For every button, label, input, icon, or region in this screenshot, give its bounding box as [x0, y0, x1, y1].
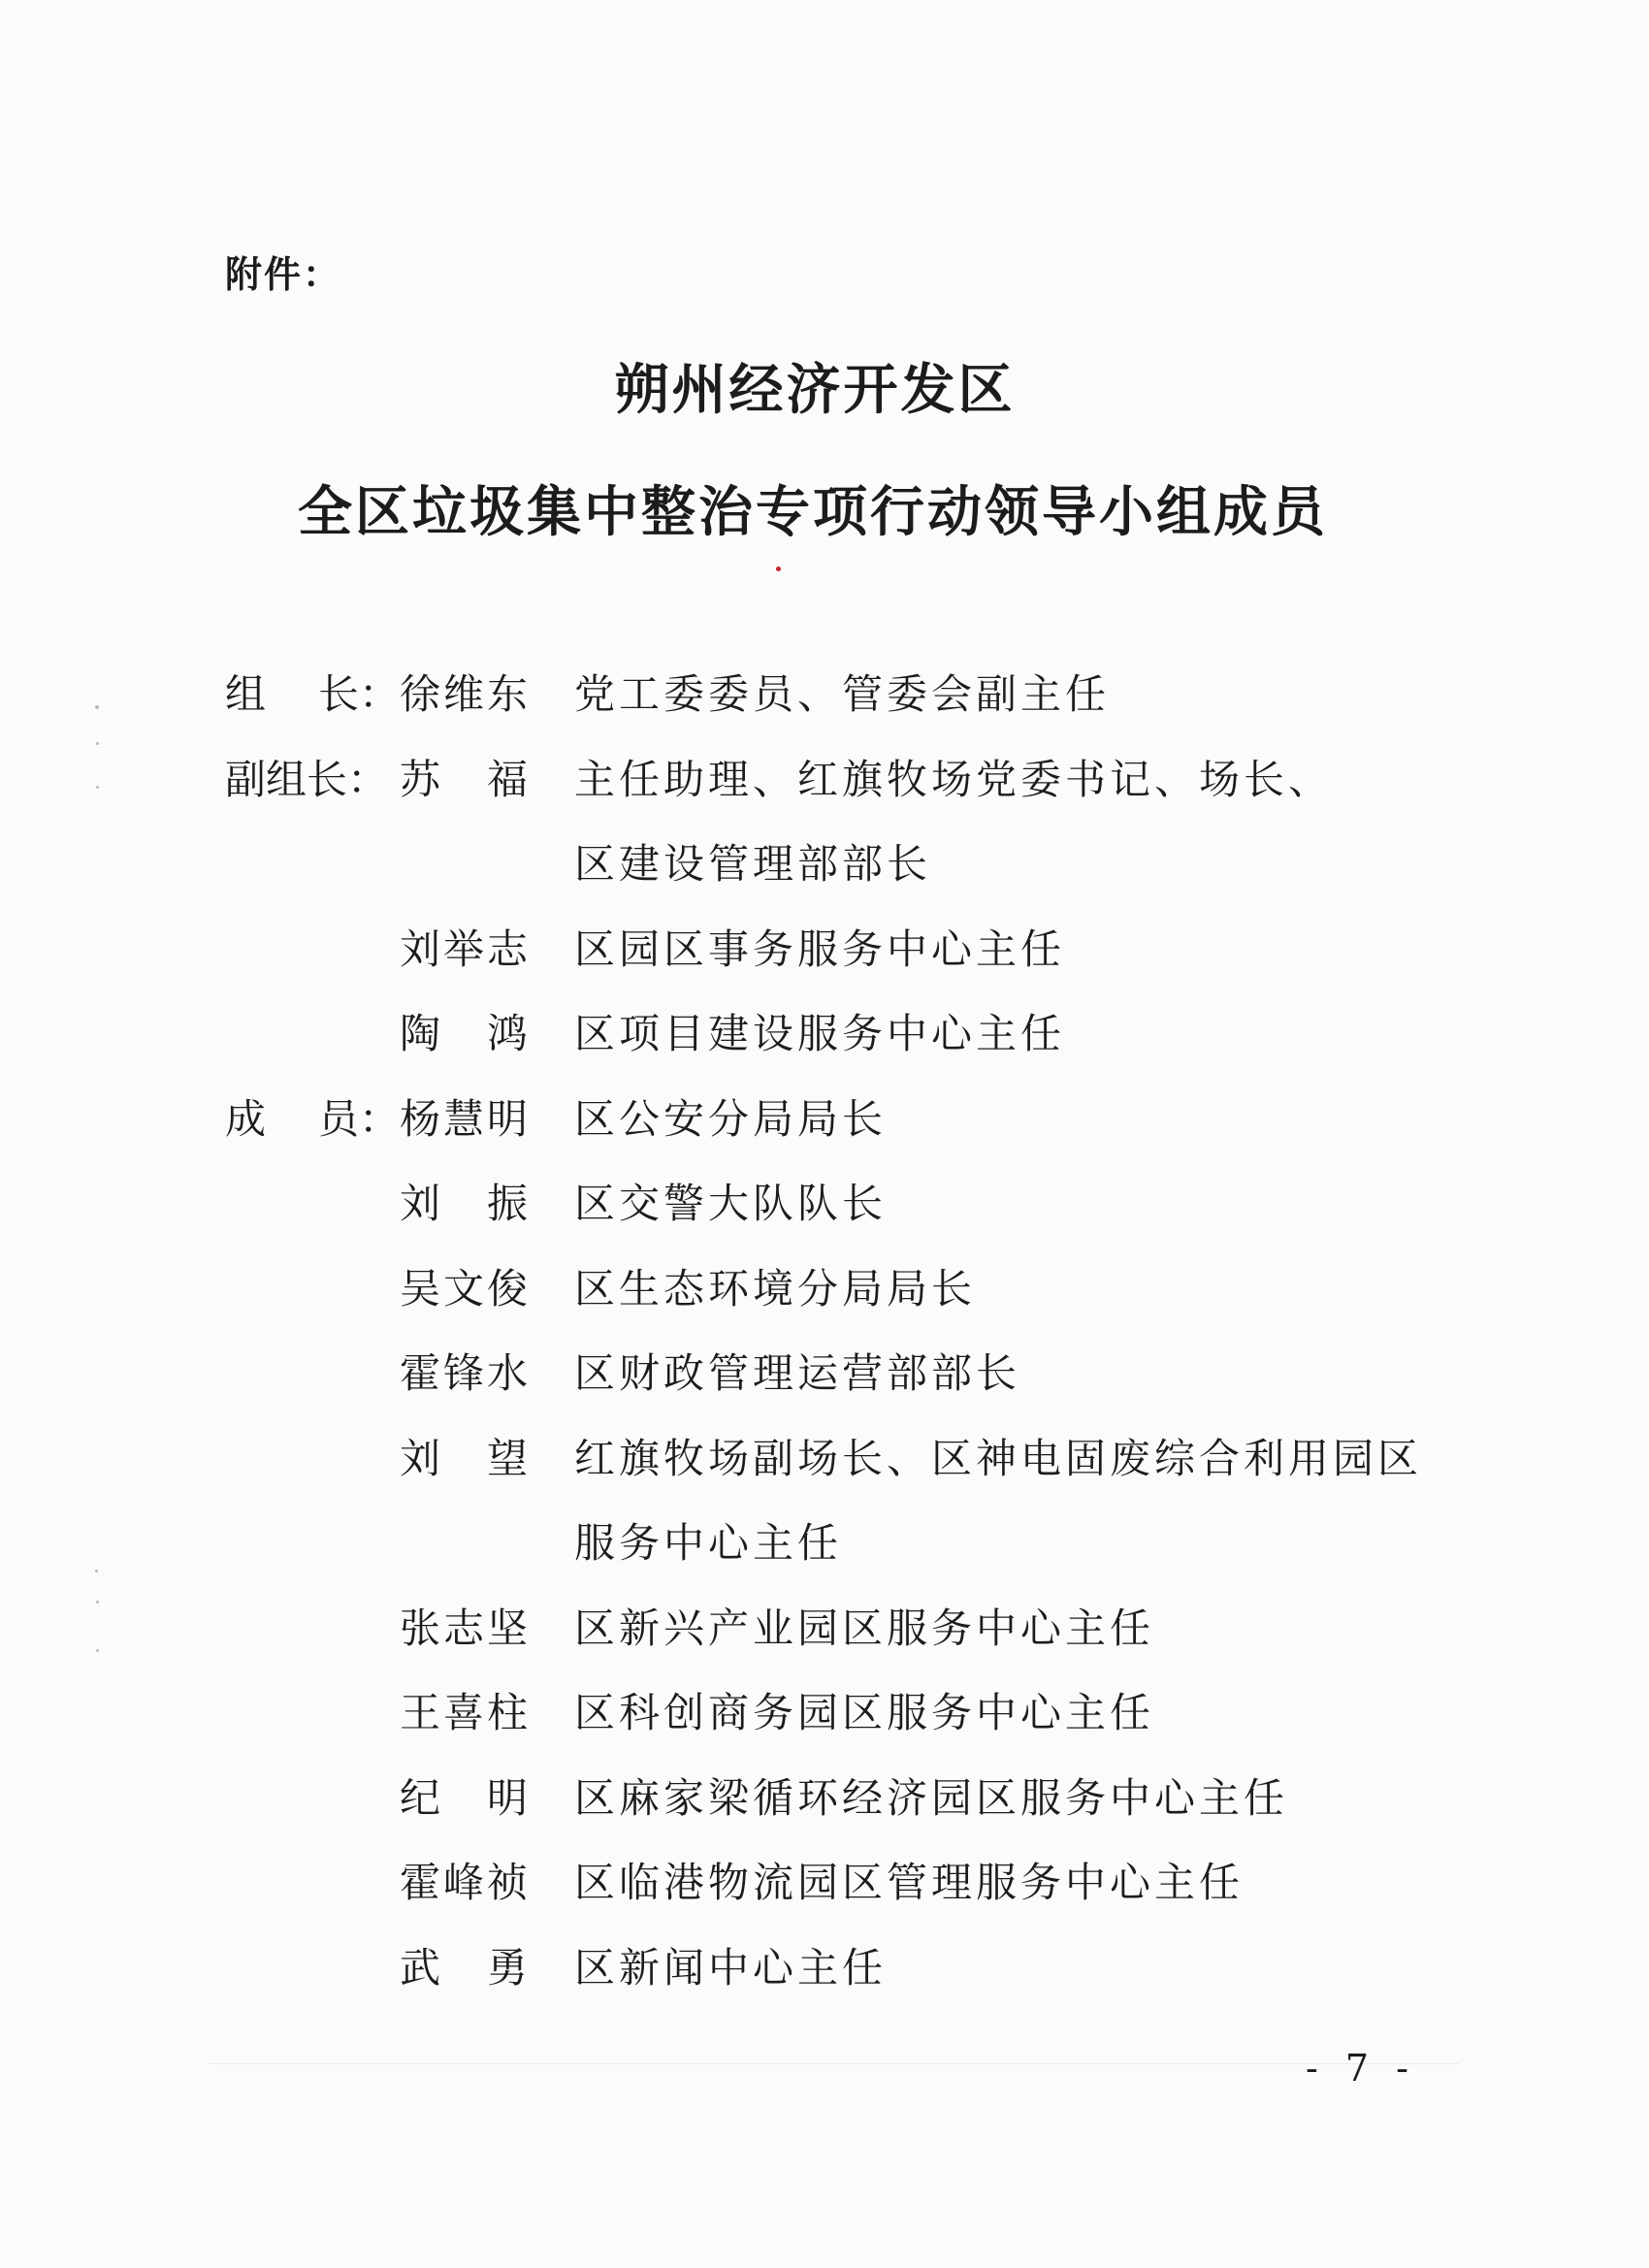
- member-duty: 红旗牧场副场长、区神电固废综合利用园区: [574, 1434, 1423, 1482]
- member-name-char: 慧: [442, 1094, 484, 1143]
- member-duty: 区公安分局局长: [574, 1094, 888, 1143]
- member-role: [225, 667, 400, 722]
- member-role: [225, 1092, 400, 1147]
- member-name: [400, 1941, 528, 1995]
- member-name: [400, 1432, 528, 1486]
- member-role-char: 成: [225, 1094, 267, 1143]
- member-name: [400, 1007, 528, 1061]
- member-name-char: 霍: [400, 1859, 441, 1906]
- member-duty: 主任助理、红旗牧场党委书记、场长、: [574, 755, 1334, 803]
- member-name-char: 徐: [400, 670, 441, 718]
- member-duty: 区麻家梁循环经济园区服务中心主任: [574, 1773, 1289, 1822]
- scan-speck: [96, 1649, 99, 1652]
- scan-speck: [96, 786, 99, 789]
- member-name-char: 吴: [400, 1264, 441, 1312]
- member-role-char: 长：: [317, 670, 400, 718]
- scan-speck: [96, 1601, 99, 1604]
- member-name-char: 柱: [486, 1689, 528, 1736]
- member-duty: 区新闻中心主任: [574, 1943, 888, 1992]
- member-name-char: 祯: [486, 1859, 528, 1906]
- member-row: [0, 1346, 1649, 1401]
- member-name-char: 举: [442, 924, 484, 973]
- member-name-char: 俊: [486, 1264, 528, 1312]
- member-name: [400, 1346, 528, 1401]
- member-name-char: 杨: [400, 1094, 441, 1143]
- member-name-char: 望: [486, 1434, 528, 1482]
- member-row: [0, 1771, 1649, 1826]
- document-title-line1: 朔州经济开发区: [614, 359, 1016, 422]
- member-duty: 区建设管理部部长: [574, 840, 932, 888]
- red-seal-dot: [776, 567, 781, 571]
- member-role-char: 员：: [317, 1094, 400, 1143]
- member-name: [400, 1856, 528, 1910]
- attachment-label: 附件：: [225, 253, 342, 296]
- member-name-char: 水: [486, 1349, 528, 1397]
- member-name-char: 霍: [400, 1349, 441, 1397]
- member-duty: 区交警大队队长: [574, 1180, 888, 1227]
- scan-speck: [96, 742, 99, 745]
- member-duty: 党工委委员、管委会副主任: [574, 670, 1111, 718]
- member-name-char: 武: [400, 1943, 441, 1992]
- page-number: - 7 -: [1306, 2047, 1417, 2090]
- member-name-char: 文: [442, 1264, 484, 1312]
- member-name-char: 明: [486, 1094, 528, 1143]
- member-row: [0, 1432, 1649, 1486]
- member-row: [0, 837, 1649, 891]
- member-name-char: 刘: [400, 924, 441, 973]
- member-duty: 区项目建设服务中心主任: [574, 1010, 1066, 1057]
- member-row: [0, 1941, 1649, 1995]
- member-row: [0, 667, 1649, 722]
- member-name: [400, 667, 528, 722]
- member-name: [400, 1092, 528, 1147]
- member-name-char: 勇: [486, 1943, 528, 1992]
- scan-speck: [95, 1570, 98, 1572]
- member-name-char: 纪: [400, 1773, 441, 1822]
- member-row: [0, 923, 1649, 977]
- member-row: [0, 1686, 1649, 1740]
- member-duty: 区生态环境分局局长: [574, 1264, 977, 1312]
- member-name: [400, 1262, 528, 1316]
- member-name-char: 东: [486, 670, 528, 718]
- member-name-char: 志: [442, 1604, 484, 1652]
- footer-rule: [209, 2063, 1460, 2064]
- member-name-char: 坚: [486, 1604, 528, 1652]
- member-name-char: 刘: [400, 1434, 441, 1482]
- member-name-char: 振: [486, 1180, 528, 1227]
- document-title-line2: 全区垃圾集中整治专项行动领导小组成员: [298, 481, 1328, 544]
- member-duty: 区财政管理运营部部长: [574, 1349, 1021, 1397]
- member-name-char: 陶: [400, 1010, 441, 1057]
- member-name-char: 张: [400, 1604, 441, 1652]
- member-row: [0, 1092, 1649, 1147]
- member-name: [400, 923, 528, 977]
- member-role: [225, 753, 400, 807]
- member-name-char: 鸿: [486, 1010, 528, 1057]
- member-duty: 服务中心主任: [574, 1519, 843, 1567]
- member-role-char: 副组长：: [225, 755, 389, 803]
- member-name-char: 锋: [442, 1349, 484, 1397]
- member-duty: 区科创商务园区服务中心主任: [574, 1689, 1155, 1736]
- member-name-char: 维: [442, 670, 484, 718]
- member-name-char: 福: [486, 755, 528, 803]
- member-name-char: 刘: [400, 1180, 441, 1227]
- member-name-char: 喜: [442, 1689, 484, 1736]
- member-row: [0, 1516, 1649, 1571]
- member-row: [0, 1602, 1649, 1656]
- member-duty: 区临港物流园区管理服务中心主任: [574, 1859, 1245, 1906]
- member-name-char: 峰: [442, 1859, 484, 1906]
- scan-speck: [95, 705, 99, 709]
- member-row: [0, 1262, 1649, 1316]
- member-name: [400, 1602, 528, 1656]
- member-name-char: 志: [486, 924, 528, 973]
- member-name-char: 王: [400, 1689, 441, 1736]
- member-name: [400, 1771, 528, 1826]
- member-row: [0, 1177, 1649, 1231]
- member-duty: 区新兴产业园区服务中心主任: [574, 1604, 1155, 1652]
- member-name: [400, 753, 528, 807]
- member-role-char: 组: [225, 670, 267, 718]
- member-duty: 区园区事务服务中心主任: [574, 924, 1066, 973]
- member-row: [0, 1007, 1649, 1061]
- member-name-char: 苏: [400, 755, 441, 803]
- member-name: [400, 1177, 528, 1231]
- member-row: [0, 1856, 1649, 1910]
- member-name-char: 明: [486, 1773, 528, 1822]
- member-name: [400, 1686, 528, 1740]
- member-row: [0, 753, 1649, 807]
